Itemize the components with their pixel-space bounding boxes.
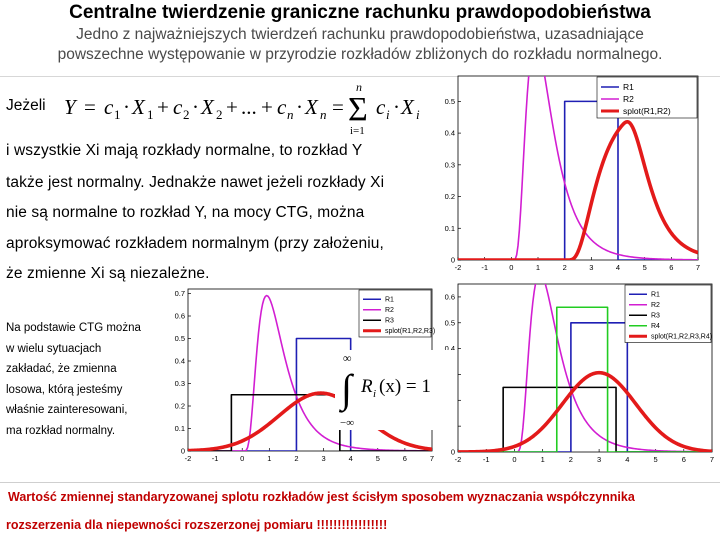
formula-sub1: 1 [114,107,121,122]
y-tick-label: 0.4 [444,344,455,354]
x-tick-label: 6 [681,455,686,464]
y-tick-label: 0.4 [444,128,455,138]
x-tick-label: 4 [625,455,630,464]
x-tick-label: 6 [402,454,407,463]
legend-label: R1 [623,81,634,92]
formula-Xn: X [305,95,318,119]
formula-lhs: Y [64,95,76,119]
conclusion-line-2: rozszerzenia dla niepewności rozszerzonej pomiaru !!!!!!!!!!!!!!!!! [6,518,388,532]
formula-c1: c [104,95,114,119]
x-tick-label: -1 [211,454,219,463]
chart-svg [436,280,718,466]
formula-sub2: 2 [183,107,190,122]
ctg-note [6,318,176,441]
formula-plus1: + [157,95,169,119]
legend-label: R3 [385,317,394,325]
x-tick-label: 0 [509,263,514,272]
y-tick-label: 0.1 [444,223,455,233]
y-tick-label: 0.6 [444,292,455,302]
y-tick-label: 0 [450,255,455,265]
x-tick-label: -2 [184,454,192,463]
formula-dot3: · [296,95,303,119]
x-tick-label: 7 [709,455,715,464]
formula-X1: X [132,95,145,119]
ctg-note-line: właśnie zainteresowani, [6,404,128,416]
para-line-1: i wszystkie Xi mają rozkłady normalne, to rozkład Y [6,142,363,159]
integral-lower: −∞ [340,417,355,429]
x-tick-label: -2 [454,263,462,272]
y-tick-label: 0.1 [174,424,185,433]
formula-eq: = [84,95,96,119]
slide-title: Centralne twierdzenie graniczne rachunku prawdopodobieństwa [69,2,651,23]
y-tick-label: 0.3 [444,369,455,379]
x-tick-label: 3 [321,454,326,463]
formula-Xn-sub: n [320,107,327,122]
formula-plus2: + [226,95,238,119]
x-tick-label: -1 [481,263,489,272]
y-tick-label: 0.7 [174,289,185,298]
integral-sub: i [373,388,377,400]
formula-ci-sub: i [386,107,390,122]
x-tick-label: 0 [240,454,245,463]
sum-sigma: Σ [348,91,368,128]
integral-sign: ∫ [341,366,352,411]
y-tick-label: 0.4 [174,356,185,366]
x-tick-label: 5 [375,454,380,463]
x-tick-label: 6 [669,263,674,272]
formula-dot1: · [123,95,130,119]
y-tick-label: 0.5 [444,318,455,328]
ctg-note-line: losowa, którą jesteśmy [6,383,123,396]
x-tick-label: 5 [642,263,647,272]
formula-c2: c [173,95,183,119]
sum-formula [60,78,432,140]
subtitle-line-1: Jedno z najważniejszych twierdzeń rachunku prawdopodobieństwa, uzasadniające [76,26,644,43]
ctg-note-line: w wielu sytuacjach [6,342,102,355]
formula-X2-sub: 2 [216,107,223,122]
para-line-3: nie są normalne to rozkład Y, na mocy CTG, można [6,204,365,221]
formula-plus3: + [261,95,273,119]
y-tick-label: 0 [450,447,455,457]
legend-label: splot(R1,R2) [623,105,671,116]
x-tick-label: 2 [562,263,567,272]
y-tick-label: 0.5 [174,334,185,343]
legend-label: R3 [651,312,660,320]
y-tick-label: 0.1 [444,421,455,431]
x-tick-label: 4 [348,454,353,463]
formula-dot4: · [393,95,400,119]
chart-r1-r2 [436,72,704,274]
x-tick-label: 5 [653,455,658,464]
bottom-divider [0,482,720,483]
if-label: Jeżeli [6,97,46,114]
y-tick-label: 0.2 [444,395,455,405]
x-tick-label: 2 [294,454,299,463]
integral-formula [335,350,455,430]
ctg-note-line: Na podstawie CTG można [6,322,141,334]
sum-bottom: i=1 [350,125,365,137]
para-line-4: aproksymować rozkładem normalnym (przy założeniu, [6,235,384,252]
para-line-2: także jest normalny. Jednakże nawet jeżeli rozkłady Xi [6,174,385,191]
legend-label: R1 [651,291,660,299]
legend-label: R1 [385,296,394,304]
formula-ci: c [376,95,386,119]
y-tick-label: 0.2 [444,192,455,202]
formula-dot2: · [192,95,199,119]
y-tick-label: 0.3 [444,160,455,170]
formula-dots: ... [241,95,257,119]
integral-upper: ∞ [343,351,352,365]
formula-Xi: X [401,95,414,119]
legend-label: R4 [651,323,660,331]
y-tick-label: 0.5 [444,96,455,106]
x-tick-label: 1 [540,455,545,464]
y-tick-label: 0.2 [174,401,185,411]
legend-label: R2 [651,302,660,310]
x-tick-label: 3 [597,455,602,464]
y-tick-label: 0.3 [174,379,185,388]
x-tick-label: 2 [568,455,573,464]
x-tick-label: -2 [454,455,462,464]
formula-X2: X [201,95,214,119]
x-tick-label: 1 [267,454,272,463]
formula-eq2: = [332,95,344,119]
x-tick-label: -1 [482,455,490,464]
x-tick-label: 3 [589,263,594,272]
y-tick-label: 0 [180,446,185,456]
conclusion-line-1: Wartość zmiennej standaryzowanej splotu rozkładów jest ścisłym sposobem wyznaczania współczynnika [8,490,635,504]
para-line-5: że zmienne Xi są niezależne. [6,265,210,282]
integral-R: R [361,376,373,397]
integral-arg: (x) = 1 [379,376,431,397]
x-tick-label: 4 [615,263,621,272]
formula-subn: n [287,107,294,122]
sum-top: n [356,80,362,94]
legend-label: splot(R1,R2,R3) [385,328,436,336]
formula-cn: c [277,95,287,119]
legend-label: splot(R1,R2,R3,R4) [651,333,713,341]
x-tick-label: 1 [535,263,541,272]
legend-label: R2 [623,93,634,104]
chart-r1-r2-r3-r4 [436,280,718,466]
ctg-note-line: ma rozkład normalny. [6,424,116,437]
ctg-note-line: zakładać, że zmienna [6,363,117,375]
y-tick-label: 0.6 [174,311,185,321]
chart-svg [436,72,704,274]
x-tick-label: 7 [429,454,435,463]
slide-subtitle [0,25,720,65]
formula-X1-sub: 1 [147,107,154,122]
x-tick-label: 7 [695,263,701,272]
formula-Xi-sub: i [416,107,420,122]
x-tick-label: 0 [512,455,517,464]
legend-label: R2 [385,307,394,315]
subtitle-line-2: powszechne występowanie w przyrodzie rozkładów zbliżonych do rozkładu normalnego. [57,46,663,63]
